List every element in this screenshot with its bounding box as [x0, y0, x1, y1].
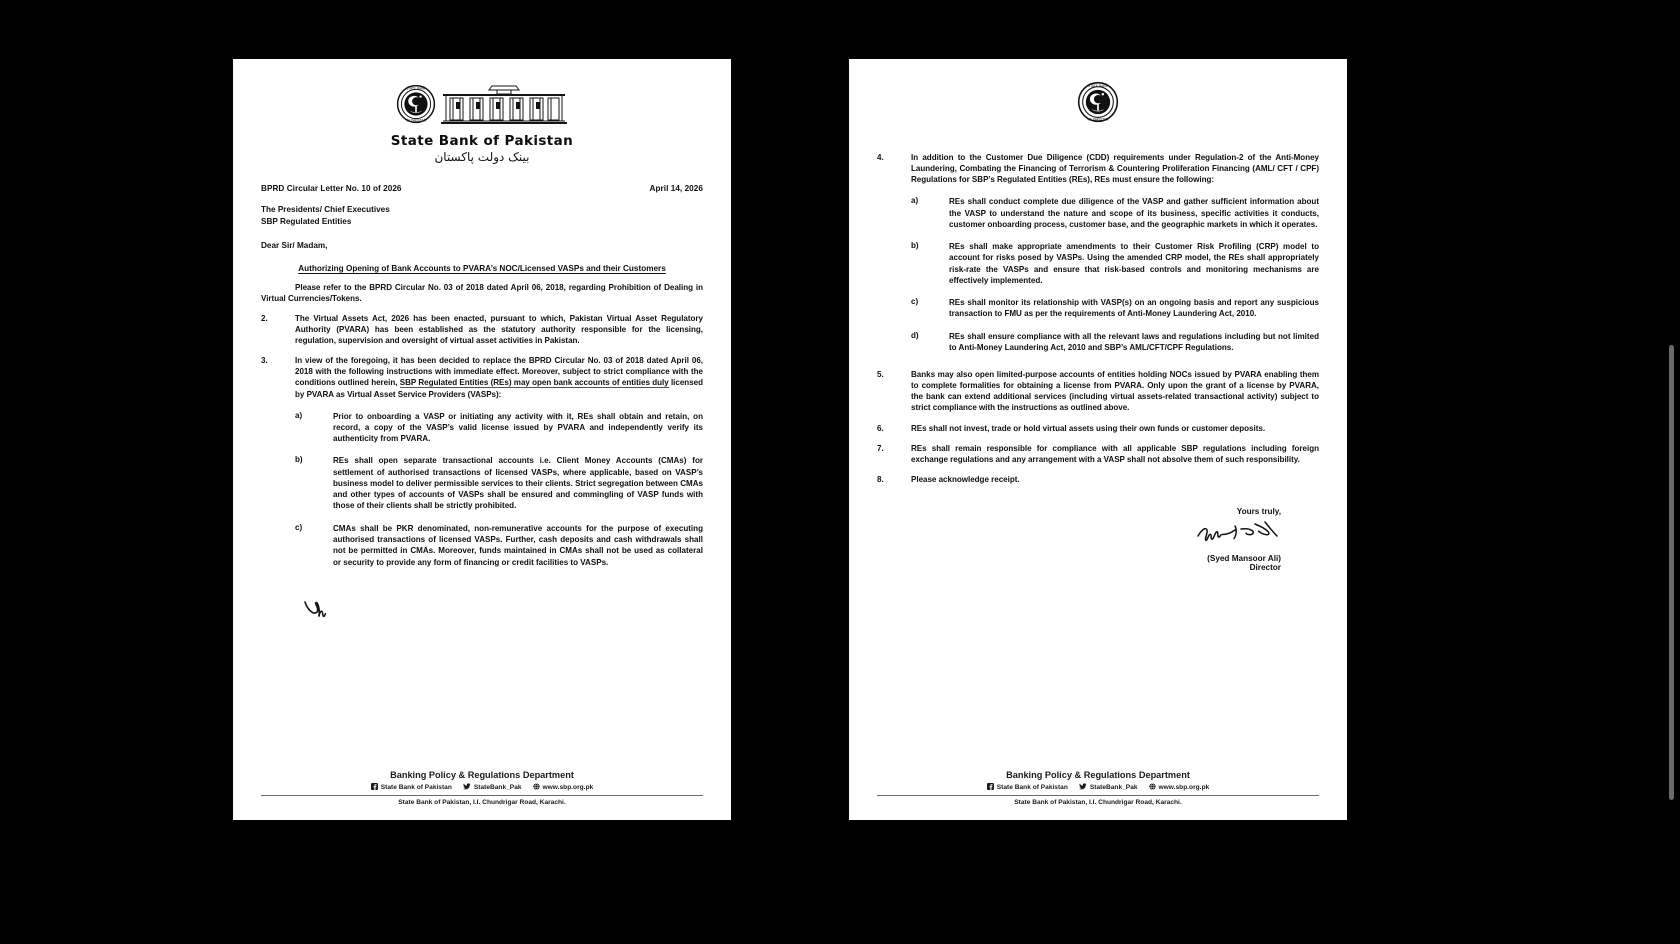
- circular-date: April 14, 2026: [649, 184, 703, 193]
- addressee-block: [261, 204, 703, 228]
- paragraph-4-number: 4.: [877, 153, 884, 162]
- footer-address: State Bank of Pakistan, I.I. Chundrigar Road, Karachi.: [398, 799, 566, 806]
- paragraph-3: [261, 355, 703, 399]
- website-label: www.sbp.org.pk: [1158, 784, 1210, 791]
- list-item-text: REs shall conduct complete due diligence of the VASP and gather sufficient information about the VASP to understand the nature and scope of its business, specific activities it conducts, customer onboarding process, customer base, and the geographic markets in which it operates.: [949, 197, 1319, 229]
- addressee-line-1: The Presidents/ Chief Executives: [261, 205, 390, 214]
- list-item-letter: b): [911, 241, 919, 251]
- social-links: [877, 783, 1319, 792]
- list-item-text: Prior to onboarding a VASP or initiating any activity with it, REs shall obtain and retain, on record, a copy of the VASP’s valid license issued by PVARA and independently verify its authenticity from PVARA.: [333, 411, 703, 444]
- page-footer: [877, 770, 1319, 806]
- paragraph-8-number: 8.: [877, 474, 884, 484]
- twitter-icon: [1079, 783, 1087, 792]
- list-item: [877, 331, 1319, 354]
- list-item-letter: b): [295, 455, 303, 465]
- paragraph-4-text: In addition to the Customer Due Diligence (CDD) requirements under Regulation-2 of the Anti-Money Laundering, Combating the Financing of Terrorism & Countering Proliferation Financing (AML/ CFT / CPF) Regulations for SBP’s Regulated Entities (REs), REs must ensure the following:: [911, 153, 1319, 185]
- svg-text:STATE BANK: STATE BANK: [406, 86, 426, 91]
- sbp-building-icon: [440, 83, 568, 132]
- paragraph-5-text: Banks may also open limited-purpose accounts of entities holding NOCs issued by PVARA enabling them to complete formalities for obtaining a license from PVARA. Only upon the grant of a license by PVARA, the bank can extend additional services (including virtual assets-related transactional activity) subject to strict compliance with the instructions as outlined above.: [911, 370, 1319, 413]
- closing-salutation: Yours truly,: [1236, 506, 1281, 516]
- paragraph-6-number: 6.: [877, 423, 884, 433]
- list-item-letter: a): [911, 196, 919, 206]
- twitter-label: StateBank_Pak: [1089, 784, 1138, 791]
- paragraph-3-part-b: licensed by PVARA as Virtual Asset Service Providers (VASPs):: [295, 378, 704, 399]
- list-item-letter: c): [911, 297, 919, 307]
- document-page-1: [233, 59, 731, 820]
- signature-block: [877, 507, 1319, 572]
- salutation: Dear Sir/ Madam,: [261, 240, 328, 250]
- twitter-icon: [463, 783, 471, 792]
- facebook-label: State Bank of Pakistan: [996, 784, 1068, 791]
- signer-title: Director: [1249, 562, 1281, 572]
- twitter-link[interactable]: [1079, 783, 1138, 792]
- footer-divider: [877, 795, 1319, 796]
- signer-name: (Syed Mansoor Ali): [1207, 553, 1281, 563]
- website-link[interactable]: [1149, 783, 1210, 792]
- twitter-label: StateBank_Pak: [473, 784, 522, 791]
- social-links: [261, 783, 703, 792]
- department-name: Banking Policy & Regulations Department: [390, 770, 574, 780]
- letterhead-small: [877, 59, 1319, 143]
- paragraph-5: [877, 369, 1319, 413]
- paragraph-6-text: REs shall not invest, trade or hold virtual assets using their own funds or customer deposits.: [911, 423, 1266, 433]
- document-page-2: [849, 59, 1347, 820]
- facebook-icon: [371, 783, 378, 792]
- list-item-text: REs shall make appropriate amendments to their Customer Risk Profiling (CRP) model to account for risks posed by VASPs. Using the amended CRP model, the REs shall appropriately risk-rate the VASPs and ensure that risk-based controls and monitoring mechanisms are effectively implemented.: [949, 242, 1319, 285]
- paragraph-7-number: 7.: [877, 443, 884, 453]
- list-item-text: REs shall monitor its relationship with VASP(s) on an ongoing basis and report any suspicious transaction to FMU as per the requirements of Anti-Money Laundering Act, 2010.: [949, 298, 1319, 319]
- reference-row: [261, 184, 703, 193]
- website-label: www.sbp.org.pk: [542, 784, 594, 791]
- facebook-link[interactable]: [987, 783, 1068, 792]
- paragraph-3-highlight: SBP Regulated Entities (REs) may open bank accounts of entities duly: [399, 378, 669, 388]
- paragraph-4: [877, 152, 1319, 185]
- svg-text:OF PAKISTAN: OF PAKISTAN: [1087, 117, 1109, 122]
- addressee-line-2: SBP Regulated Entities: [261, 216, 352, 226]
- circular-reference: BPRD Circular Letter No. 10 of 2026: [261, 184, 402, 193]
- paragraph-8: [877, 474, 1319, 485]
- paragraph-8-text: Please acknowledge receipt.: [911, 474, 1020, 484]
- footer-address: State Bank of Pakistan, I.I. Chundrigar Road, Karachi.: [1014, 799, 1182, 806]
- paragraph-7: [877, 443, 1319, 465]
- globe-icon: [1149, 783, 1156, 792]
- svg-text:OF PAKISTAN: OF PAKISTAN: [405, 118, 426, 123]
- list-item-text: REs shall ensure compliance with all the relevant laws and regulations including but not limited to Anti-Money Laundering Act, 2010 and SBP’s AML/CFT/CPF Regulations.: [949, 331, 1319, 352]
- sbp-seal-icon: [396, 84, 436, 129]
- facebook-icon: [987, 783, 994, 792]
- organization-name-urdu: بینک دولت پاکستان: [434, 150, 530, 164]
- paragraph-6: [877, 423, 1319, 434]
- paragraph-2: [261, 313, 703, 346]
- paragraph-7-text: REs shall remain responsible for compliance with all applicable SBP regulations including foreign exchange regulations and any arrangement with a VASP shall not absolve them of such responsibility.: [911, 443, 1319, 464]
- list-item: [261, 411, 703, 445]
- list-item: [261, 455, 703, 511]
- page-footer: [261, 770, 703, 806]
- globe-icon: [533, 783, 540, 792]
- paragraph-3-part-a: In view of the foregoing, it has been decided to replace the BPRD Circular No. 03 of 2018 dated April 06, 2018 with the following instructions with immediate effect. Moreover, subject to strict compliance with the conditions outlined herein,: [295, 356, 703, 388]
- footer-divider: [261, 795, 703, 796]
- list-item-letter: a): [295, 410, 303, 420]
- paragraph-3-number: 3.: [261, 356, 268, 366]
- twitter-link[interactable]: [463, 783, 522, 792]
- letterhead: [261, 59, 703, 164]
- page-1-initial-signature: [261, 594, 703, 631]
- handwritten-signature: [1195, 520, 1281, 552]
- list-item-letter: c): [295, 522, 303, 532]
- paragraph-1: Please refer to the BPRD Circular No. 03 of 2018 dated April 06, 2018, regarding Prohibition of Dealing in Virtual Currencies/Tokens.: [261, 282, 703, 303]
- website-link[interactable]: [533, 783, 594, 792]
- facebook-link[interactable]: [371, 783, 452, 792]
- paragraph-2-number: 2.: [261, 313, 268, 323]
- organization-name: State Bank of Pakistan: [390, 133, 574, 149]
- paragraph-2-text: The Virtual Assets Act, 2026 has been enacted, pursuant to which, Pakistan Virtual Asset Regulatory Authority (PVARA) has been established as the statutory authority responsible for the licensing, regulation, supervision and oversight of virtual asset activities in Pakistan.: [295, 313, 703, 346]
- scrollbar-thumb[interactable]: [1669, 345, 1674, 800]
- paragraph-3-text: [295, 355, 703, 399]
- subject-heading: Authorizing Opening of Bank Accounts to PVARA’s NOC/Licensed VASPs and their Customers: [298, 263, 666, 273]
- list-item-text: CMAs shall be PKR denominated, non-remunerative accounts for the purpose of executing authorised transactions of licensed VASPs. Further, cash deposits and cash withdrawals shall not be permitted in CMAs. Moreover, funds maintained in CMAs shall not be used as collateral or security to provide any form of financing or credit facilities to VASPs.: [333, 523, 703, 567]
- paragraph-5-number: 5.: [877, 370, 884, 380]
- sbp-seal-icon: [1077, 81, 1119, 128]
- department-name: Banking Policy & Regulations Department: [1006, 770, 1190, 780]
- list-item: [877, 297, 1319, 320]
- list-item: [877, 241, 1319, 286]
- list-item: [877, 196, 1319, 230]
- list-item-text: REs shall open separate transactional accounts i.e. Client Money Accounts (CMAs) for settlement of authorised transactions of licensed VASPs, where applicable, based on VASP’s business model to deliver permissible services to their clients. Strict segregation between CMAs and other types of accounts of VASPs shall be ensured and commingling of VASP funds with those of their clients shall be strictly prohibited.: [333, 456, 703, 511]
- svg-text:STATE BANK: STATE BANK: [1088, 83, 1108, 88]
- list-item: [261, 523, 703, 568]
- list-item-letter: d): [911, 330, 919, 340]
- facebook-label: State Bank of Pakistan: [380, 784, 452, 791]
